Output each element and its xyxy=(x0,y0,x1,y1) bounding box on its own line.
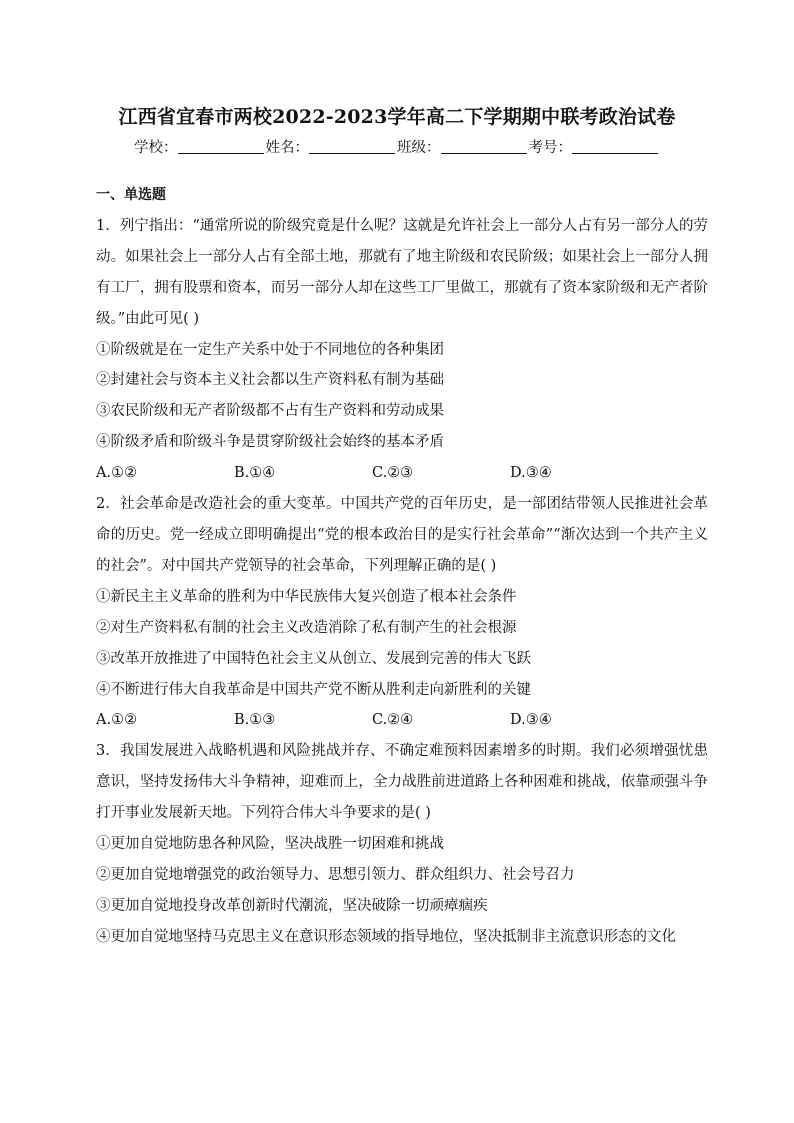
choice-a[interactable]: A.①② xyxy=(96,712,138,729)
question-3-statement: ②更加自觉地增强党的政治领导力、思想引领力、群众组织力、社会号召力 xyxy=(96,866,575,883)
school-label: 学校： xyxy=(134,140,178,156)
name-label: 姓名： xyxy=(265,140,309,156)
question-3-statement: ④更加自觉地坚持马克思主义在意识形态领域的指导地位，坚决抵制非主流意识形态的文化 xyxy=(96,928,676,945)
choice-b[interactable]: B.①④ xyxy=(234,465,276,482)
question-3-stem: 3．我国发展进入战略机遇和风险挑战并存、不确定难预料因素增多的时期。我们必须增强忧患意识，坚持发扬伟大斗争精神，迎难而上，全力战胜前进道路上各种困难和挑战，依靠顽强斗争打开事业发展新天地。下列符合伟大斗争要求的是( ) xyxy=(96,743,708,822)
question-3 xyxy=(96,736,708,952)
question-1-statement: ②封建社会与资本主义社会都以生产资料私有制为基础 xyxy=(96,372,444,389)
question-2-statement: ④不断进行伟大自我革命是中国共产党不断从胜利走向新胜利的关键 xyxy=(96,681,531,698)
class-blank[interactable] xyxy=(441,138,527,154)
exam-number-blank[interactable] xyxy=(572,138,658,154)
choice-d[interactable]: D.③④ xyxy=(510,465,552,482)
question-2-stem: 2．社会革命是改造社会的重大变革。中国共产党的百年历史，是一部团结带领人民推进社会革命的历史。党一经成立即明确提出“党的根本政治目的是实行社会革命”“渐次达到一个共产主义的社会”。对中国共产党领导的社会革命，下列理解正确的是( ) xyxy=(96,496,708,574)
class-label: 班级： xyxy=(397,140,441,156)
question-1-statement: ④阶级矛盾和阶级斗争是贯穿阶级社会始终的基本矛盾 xyxy=(96,434,444,451)
question-3-statement: ③更加自觉地投身改革创新时代潮流，坚决破除一切顽瘴痼疾 xyxy=(96,897,488,914)
question-3-statement: ①更加自觉地防患各种风险，坚决战胜一切困难和挑战 xyxy=(96,836,444,853)
question-2-statement: ①新民主主义革命的胜利为中华民族伟大复兴创造了根本社会条件 xyxy=(96,588,517,605)
choice-a[interactable]: A.①② xyxy=(96,465,138,482)
question-1 xyxy=(96,211,708,489)
name-blank[interactable] xyxy=(309,138,395,154)
choice-d[interactable]: D.③④ xyxy=(510,712,552,729)
question-2-statement: ②对生产资料私有制的社会主义改造消除了私有制产生的社会根源 xyxy=(96,619,517,636)
question-1-statement: ①阶级就是在一定生产关系中处于不同地位的各种集团 xyxy=(96,341,444,358)
exam-number-label: 考号： xyxy=(528,140,572,156)
student-info-line xyxy=(0,136,794,157)
question-2 xyxy=(96,489,708,736)
choice-c[interactable]: C.②④ xyxy=(372,712,414,729)
choice-b[interactable]: B.①③ xyxy=(234,712,276,729)
choice-c[interactable]: C.②③ xyxy=(372,465,414,482)
school-blank[interactable] xyxy=(178,138,264,154)
question-1-stem: 1．列宁指出：“通常所说的阶级究竟是什么呢？这就是允许社会上一部分人占有另一部分人的劳动。如果社会上一部分人占有全部土地，那就有了地主阶级和农民阶级；如果社会上一部分人拥有工厂，拥有股票和资本，而另一部分人却在这些工厂里做工，那就有了资本家阶级和无产者阶级。”由此可见( ) xyxy=(96,217,708,327)
question-2-choices xyxy=(96,705,708,736)
exam-title: 江西省宜春市两校2022-2023学年高二下学期期中联考政治试卷 xyxy=(118,106,676,128)
section-heading: 一、单选题 xyxy=(96,187,166,203)
question-2-statement: ③改革开放推进了中国特色社会主义从创立、发展到完善的伟大飞跃 xyxy=(96,650,531,667)
exam-content xyxy=(96,180,708,953)
question-1-choices xyxy=(96,458,708,489)
question-1-statement: ③农民阶级和无产者阶级都不占有生产资料和劳动成果 xyxy=(96,403,444,420)
